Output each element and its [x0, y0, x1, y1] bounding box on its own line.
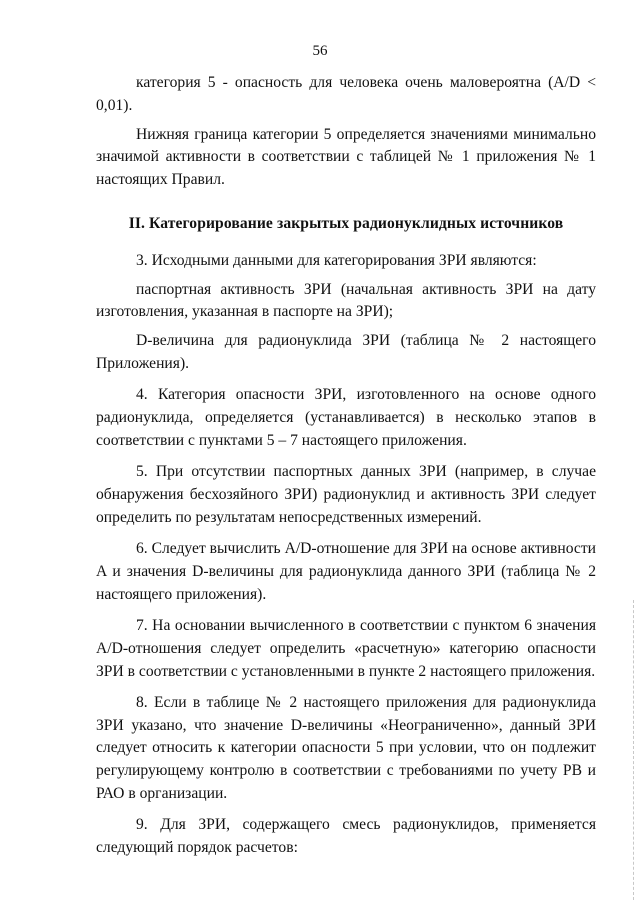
paragraph-item-7: 7. На основании вычисленного в соответствии с пунктом 6 значения A/D-отношения следует определить «расчетную» категорию опасности ЗРИ в соответствии с установленными в пункте 2 настоящего приложения. — [96, 616, 596, 680]
paragraph-d-value: D-величина для радионуклида ЗРИ (таблица № 2 настоящего Приложения). — [96, 332, 596, 372]
paragraph-item-3: 3. Исходными данными для категорирования ЗРИ являются: — [136, 251, 537, 269]
paragraph-lower-bound: Нижняя граница категории 5 определяется значениями минимально значимой активности в соответствии с таблицей № 1 приложения № 1 настоящих Правил. — [96, 125, 596, 189]
section-heading: II. Категорирование закрытых радионуклидных источников — [128, 214, 564, 232]
scan-edge-line — [632, 600, 634, 900]
document-body — [96, 72, 596, 868]
paragraph-category-5: категория 5 - опасность для человека очень маловероятна (A/D < 0,01). — [96, 74, 596, 114]
paragraph-item-6: 6. Следует вычислить A/D-отношение для ЗРИ на основе активности A и значения D-величины для радионуклида данного ЗРИ (таблица № 2 настоящего приложения). — [96, 540, 596, 603]
paragraph-item-9: 9. Для ЗРИ, содержащего смесь радионуклидов, применяется следующий порядок расчетов: — [96, 816, 596, 857]
paragraph-passport-activity: паспортная активность ЗРИ (начальная активность ЗРИ на дату изготовления, указанная в паспорте на ЗРИ); — [96, 280, 596, 321]
paragraph-item-5: 5. При отсутствии паспортных данных ЗРИ (например, в случае обнаружения бесхозяйного ЗРИ) радионуклид и активность ЗРИ следует определить по результатам непосредственных измерений. — [96, 463, 596, 526]
page-number: 56 — [312, 43, 328, 59]
paragraph-item-4: 4. Категория опасности ЗРИ, изготовленного на основе одного радионуклида, определяется (устанавливается) в несколько этапов в соответствии с пунктами 5 – 7 настоящего приложения. — [96, 386, 596, 449]
paragraph-item-8: 8. Если в таблице № 2 настоящего приложения для радионуклида ЗРИ указано, что значение D-величины «Неограниченно», данный ЗРИ следует относить к категории опасности 5 при условии, что он подлежит регулирующему контролю в соответствии с требованиями по учету РВ и РАО в организации. — [96, 693, 596, 803]
